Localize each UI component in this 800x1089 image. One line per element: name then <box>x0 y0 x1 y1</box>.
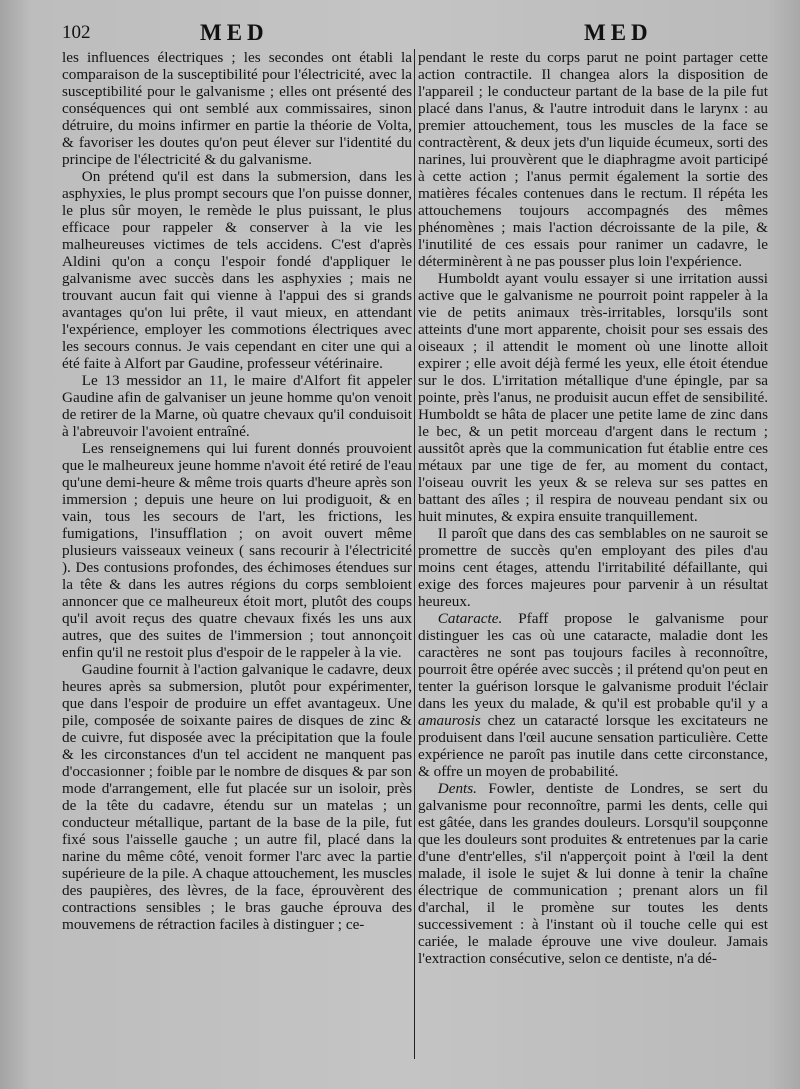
page-header <box>62 20 782 46</box>
running-head-right: MED <box>584 20 653 45</box>
section-text: chez un cataracté lorsque les excitateurs ne produisent dans l'œil aucune sensation particulière. Cette expérience ne paroît pas inutile dans cette circonstance, & offre un moyen de probabilité. <box>418 712 768 780</box>
section-dents <box>418 780 768 967</box>
section-text: Pfaff propose le galvanisme pour distinguer les cas où une cataracte, maladie dont les caractères ne sont pas toujours faciles à reconnoître, pourroit être opérée avec succès ; il prétend qu'on peut en tenter la guérison lorsque le galvanisme produit l'éclair dans les yeux du malade, & qu'il est probable qu'il y a <box>418 610 768 712</box>
paragraph: Humboldt ayant voulu essayer si une irritation aussi active que le galvanisme ne pourroit point rappeler à la vie de petits animaux très-irritables, lorsqu'ils sont atteints d'une mort apparente, choisit pour ses essais des oiseaux ; il attendit le moment où une linotte alloit expirer ; elle avoit déjà fermé les yeux, elle étoit étendue sur le dos. L'irritation métallique d'une épingle, par sa pointe, près l'anus, ne produisit aucun effet de sensibilité. Humboldt se hâta de placer une petite lame de zinc dans le bec, & un petit morceau d'argent dans le rectum ; aussitôt après que la communication fut établie entre ces métaux par une tige de fer, au moment du contact, l'oiseau ouvrit les yeux & se releva sur ses pattes en battant des aîles ; il respira de nouveau pendant six ou huit minutes, & expira ensuite tranquillement. <box>418 270 768 525</box>
left-column <box>62 49 412 1079</box>
section-title-dents: Dents. <box>437 780 477 797</box>
paragraph: On prétend qu'il est dans la submersion, dans les asphyxies, le plus prompt secours que l'on puisse donner, le plus sûr moyen, le remède le plus puissant, le plus efficace pour rappeler & conserver à la vie les malheureuses victimes de tels accidens. C'est d'après Aldini qu'on a conçu l'espoir fondé d'appliquer le galvanisme avec succès dans les asphyxies ; mais ne trouvant aucun fait qui vienne à l'appui des si grands avantages qu'on lui prête, il vaut mieux, en attendant l'expérience, employer les commotions électriques avec les secours connus. Je vais cependant en citer une qui a été faite à Alfort par Gaudine, professeur vétérinaire. <box>62 168 412 372</box>
paragraph: pendant le reste du corps parut ne point partager cette action contractile. Il changea alors la disposition de l'appareil ; le conducteur partant de la base de la pile fut placé dans l'anus, & l'autre introduit dans le larynx : au premier attouchement, tous les muscles de la face se contractèrent, & deux jets d'un liquide écumeux, sorti des narines, lui prouvèrent que le diaphragme avoit participé à cette action ; l'anus permit également la sortie des matières fécales contenues dans le rectum. Il répéta les attouchemens toujours accompagnés des mêmes phénomènes ; mais l'action décroissante de la pile, & l'inutilité de ces essais pour ranimer un cadavre, le déterminèrent à ne pas pousser plus loin l'expérience. <box>418 49 768 270</box>
paragraph: Gaudine fournit à l'action galvanique le cadavre, deux heures après sa submersion, plutôt pour expérimenter, que dans l'espoir de produire un effet avantageux. Une pile, composée de soixante paires de disques de zinc & de cuivre, fut disposée avec la précipitation que la foule & les circonstances d'un tel accident ne manquent pas d'occasionner ; foible par le nombre de disques & par son mode d'arrangement, elle fut placée sur un isoloir, près de la tête du cadavre, étendu sur un matelas ; un conducteur métallique, partant de la base de la pile, fut fixé sous l'aisselle gauche ; un autre fil, placé dans la narine du même côté, venoit former l'arc avec la partie supérieure de la pile. A chaque attouchement, les muscles des paupières, des lèvres, de la face, éprouvèrent des contractions sensibles ; le bras gauche éprouva des mouvemens de rétraction faciles à distinguer ; ce- <box>62 661 412 933</box>
paragraph: Les renseignemens qui lui furent donnés prouvoient que le malheureux jeune homme n'avoit été retiré de l'eau qu'une demi-heure & même trois quarts d'heure après son immersion ; depuis une heure on lui prodiguoit, & en vain, tous les secours de l'art, les frictions, les fumigations, l'insufflation ; on avoit ouvert même plusieurs vaisseaux veineux ( sans recourir à l'électricité ). Des contusions profondes, des échimoses étendues sur la tête & dans les autres régions du corps sembloient annoncer que ce malheureux étoit mort, plutôt des coups qu'il avoit reçus des quatre chevaux fixés les uns aux autres, que des suites de l'immersion ; tout annonçoit enfin qu'il ne restoit plus d'espoir de le rappeler à la vie. <box>62 440 412 661</box>
italic-term: amaurosis <box>418 712 481 729</box>
section-title-cataracte: Cataracte. <box>437 610 503 627</box>
column-divider <box>414 49 415 1059</box>
section-text: Fowler, dentiste de Londres, se sert du galvanisme pour reconnoître, parmi les dents, celle qui est gâtée, dans les grandes douleurs. Lorsqu'il soupçonne que les douleurs sont produites & entretenues par la carie d'une d'entr'elles, s'il n'apperçoit point à l'œil la dent malade, il isole le sujet & lui donne à tenir la chaîne électrique de communication ; prenant alors un fil d'archal, il le promène sur toutes les dents successivement : à l'instant où il touche celle qui est cariée, le malade éprouve une vive douleur. Jamais l'extraction consécutive, selon ce dentiste, n'a dé- <box>418 780 768 967</box>
paragraph: les influences électriques ; les secondes ont établi la comparaison de la susceptibilité pour l'électricité, avec la susceptibilité pour le galvanisme ; elles ont présenté des conséquences qui ont semblé aux commissaires, sinon détruire, du moins infirmer en partie la théorie de Volta, & favoriser les doutes qu'on peut élever sur l'identité du principe de l'électricité & du galvanisme. <box>62 49 412 168</box>
section-cataracte <box>418 610 768 780</box>
paragraph: Il paroît que dans des cas semblables on ne sauroit se promettre de succès qu'en employant des piles d'au moins cent étages, attendu l'irritabilité défaillante, qui exige des forces majeures pour parvenir à un résultat heureux. <box>418 525 768 610</box>
running-head-left: MED <box>200 20 269 45</box>
page-number: 102 <box>62 22 91 43</box>
paragraph: Le 13 messidor an 11, le maire d'Alfort fit appeler Gaudine afin de galvaniser un jeune homme qu'on venoit de retirer de la Marne, où quatre chevaux qu'il conduisoit à l'abreuvoir l'avoient entraîné. <box>62 372 412 440</box>
right-column <box>418 49 768 1079</box>
